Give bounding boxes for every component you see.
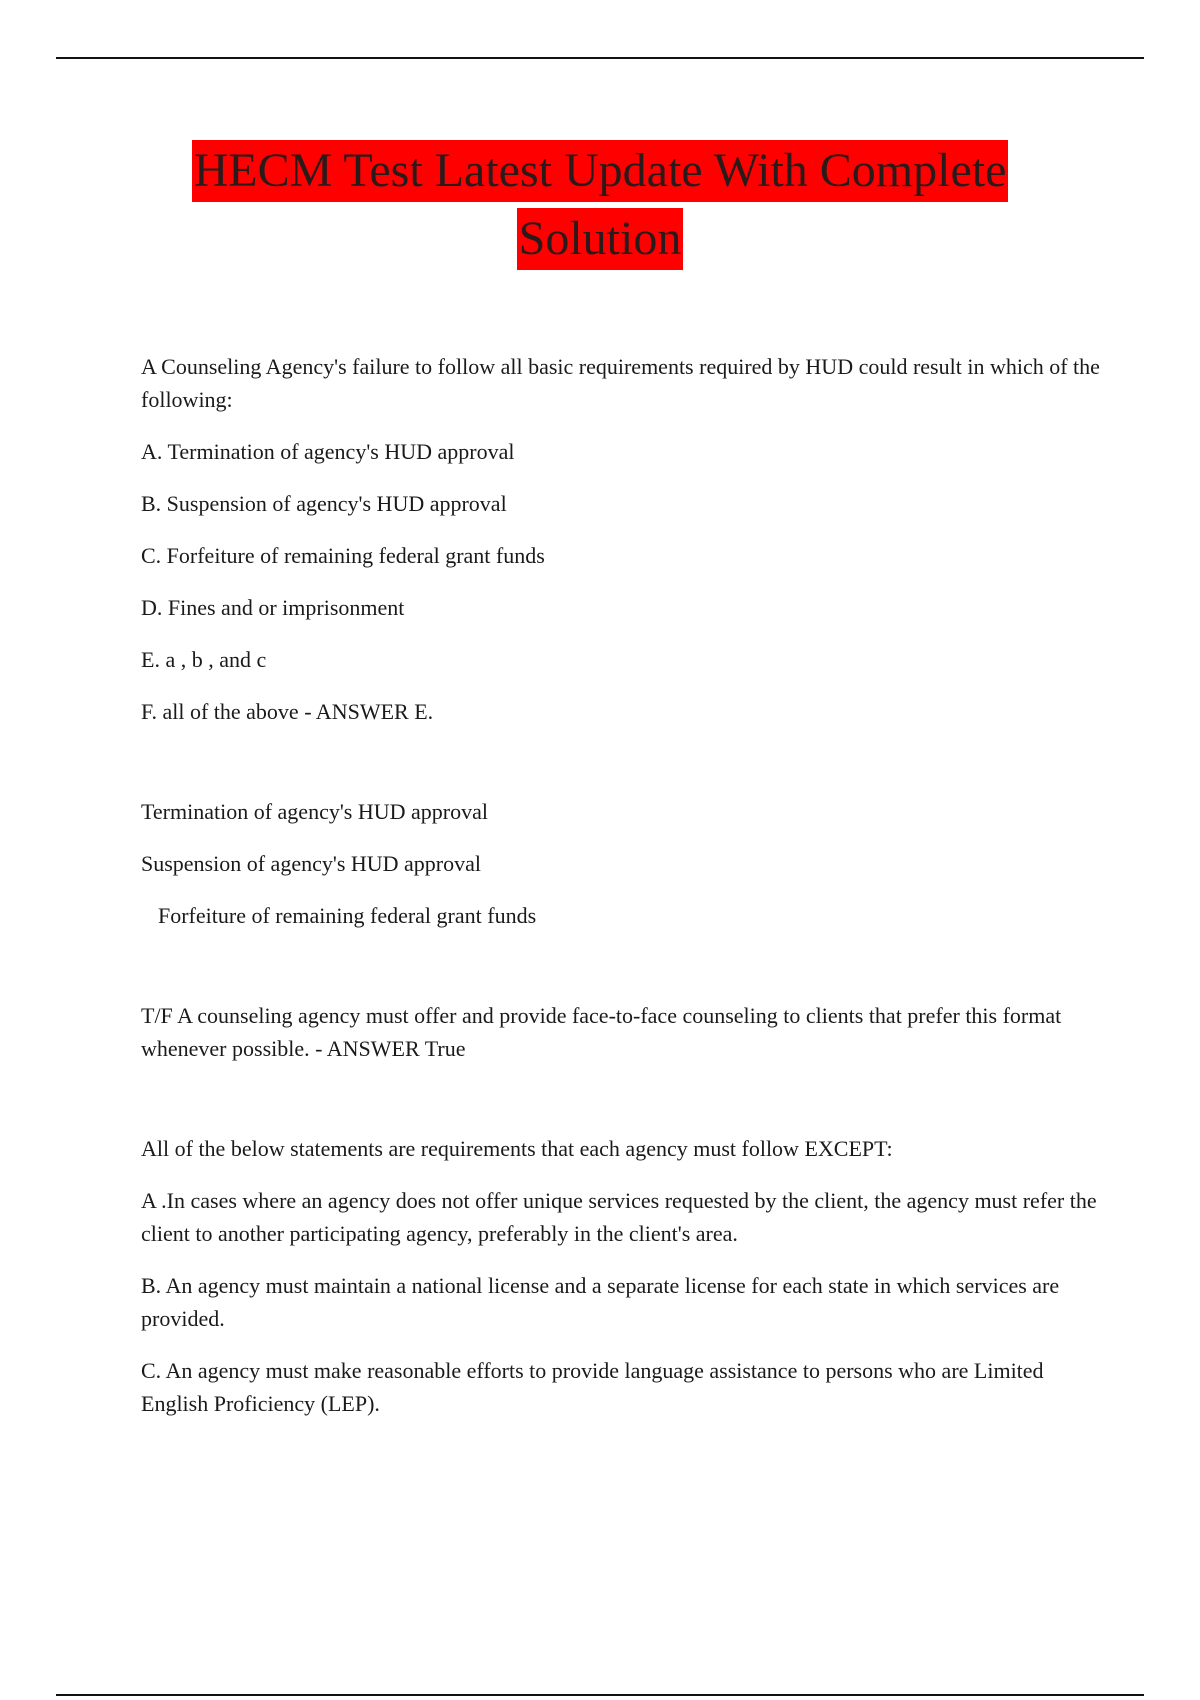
document-body: [141, 350, 1101, 1439]
question-1: [141, 350, 1101, 932]
title-line-1: HECM Test Latest Update With Complete: [192, 140, 1009, 202]
question-2: [141, 999, 1101, 1065]
answer-detail-1: Termination of agency's HUD approval: [141, 799, 488, 824]
question-3: [141, 1132, 1101, 1420]
question-3-option-a: A .In cases where an agency does not offer unique services requested by the client, the agency must refer the client to another participating agency, preferably in the client's area.: [141, 1188, 1097, 1246]
document-title: [0, 140, 1200, 270]
answer-detail-3: Forfeiture of remaining federal grant funds: [158, 903, 537, 928]
question-1-option-b: B. Suspension of agency's HUD approval: [141, 491, 507, 516]
question-1-option-c: C. Forfeiture of remaining federal grant funds: [141, 543, 545, 568]
question-3-option-c: C. An agency must make reasonable efforts to provide language assistance to persons who are Limited English Proficiency (LEP).: [141, 1358, 1044, 1416]
question-3-option-b: B. An agency must maintain a national license and a separate license for each state in which services are provided.: [141, 1273, 1060, 1331]
answer-detail-2: Suspension of agency's HUD approval: [141, 851, 482, 876]
top-rule: [56, 57, 1144, 59]
question-1-option-e: E. a , b , and c: [141, 647, 267, 672]
question-1-stem: A Counseling Agency's failure to follow all basic requirements required by HUD could result in which of the following:: [141, 354, 1100, 412]
question-1-option-f: F. all of the above - ANSWER E.: [141, 699, 434, 724]
question-3-stem: All of the below statements are requirements that each agency must follow EXCEPT:: [141, 1136, 893, 1161]
bottom-rule: [56, 1694, 1144, 1696]
title-line-2: Solution: [517, 208, 684, 270]
question-1-option-a: A. Termination of agency's HUD approval: [141, 439, 515, 464]
question-1-option-d: D. Fines and or imprisonment: [141, 595, 405, 620]
question-2-text: T/F A counseling agency must offer and provide face-to-face counseling to clients that prefer this format whenever possible. - ANSWER True: [141, 1003, 1062, 1061]
